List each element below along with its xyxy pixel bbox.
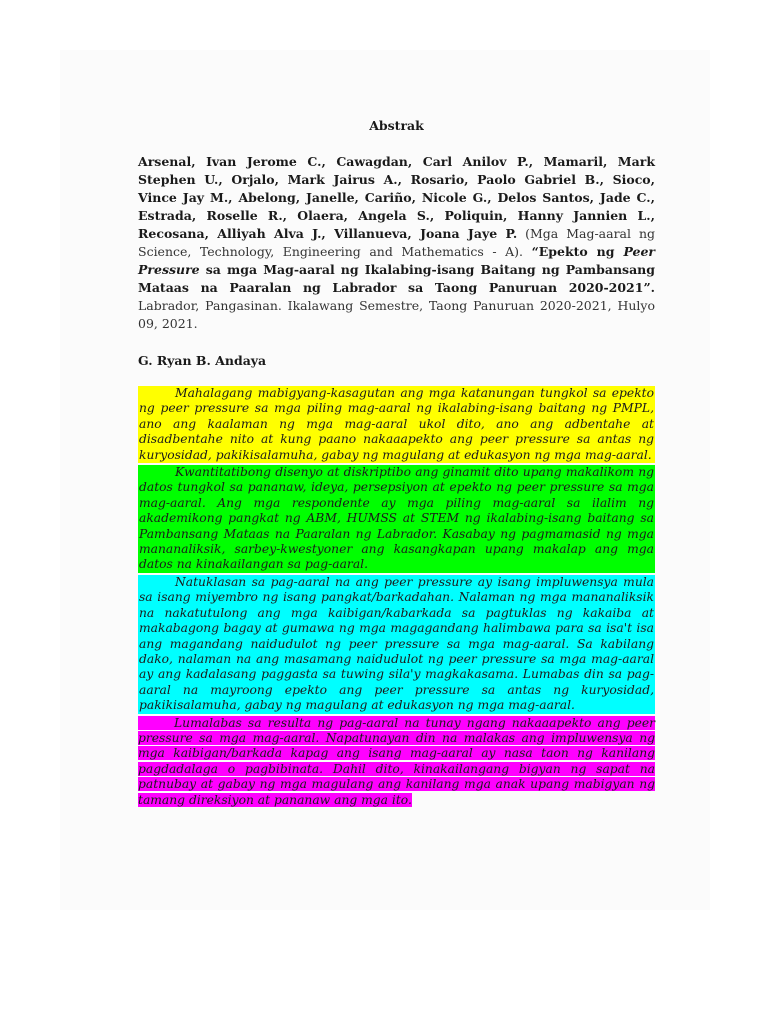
paragraph-green: Kwantitatibong disenyo at diskriptibo ang ginamit dito upang makalikom ng datos tungkol sa pananaw, ideya, persepsiyon at epekto ng peer pressure sa mga mag-aaral. Ang mga respondente ay mga piling mag-aaral sa ilalim ng akademikong pangkat ng ABM, HUMSS at STEM ng ikalabing-isang baitang sa Pambansang Mataas na Paaralan ng Labrador. Kasabay ng pagmamasid ng mga mananaliksik, sarbey-kwestyoner ang kasangkapan upang makalap ang mga datos na kinakailangan sa pag-aaral. [139, 465, 654, 572]
paragraph-yellow: Mahalagang mabigyang-kasagutan ang mga katanungan tungkol sa epekto ng peer pressure sa mga piling mag-aaral ng ikalabing-isang baitang ng PMPL, ano ang kaalaman ng mga mag-aaral ukol dito, ano ang adbentahe at disadbentahe nito at kung paano nakaaapekto ang peer pressure sa antas ng kuryosidad, pakikisalamuha, gabay ng magulang at edukasyon ng mga mag-aaral. [139, 386, 654, 462]
abstract-heading: Abstrak [369, 118, 424, 133]
adviser-name: G. Ryan B. Andaya [138, 353, 267, 368]
study-title: “Epekto ng Peer Pressure sa mga Mag-aaral ng Ikalabing-isang Baitang ng Pambansang Mataas na Paaralan ng Labrador sa Taong Panuruan 2020-2021”. [138, 244, 655, 295]
publication-info: Labrador, Pangasinan. Ikalawang Semestre, Taong Panuruan 2020-2021, Hulyo 09, 2021. [138, 298, 655, 331]
abstract-content [138, 118, 655, 810]
paragraph-cyan: Natuklasan sa pag-aaral na ang peer pressure ay isang impluwensya mula sa isang miyembro ng isang pangkat/barkadahan. Nalaman ng mga mananaliksik na nakatutulong ang mga kaibigan/kabarkada sa pagtuklas ng kakaiba at makabagong bagay at gumawa ng mga magagandang halimbawa para sa isa't isa ang magandang naidudulot ng peer pressure sa mga mag-aaral. Sa kabilang dako, nalaman na ang masamang naidudulot ng peer pressure sa mga mag-aaral ay ang kadalasang paggasta sa tuwing sila'y magkakasama. Lumabas din sa pag-aaral na mayroong epekto ang peer pressure sa antas ng kuryosidad, pakikisalamuha, gabay ng magulang at edukasyon ng mga mag-aaral. [139, 574, 654, 713]
paragraph-magenta: Lumalabas sa resulta ng pag-aaral na tunay ngang nakaaapekto ang peer pressure sa mga mag-aaral. Napatunayan din na malakas ang impluwensya ng mga kaibigan/barkada kapag ang isang mag-aaral ay nasa taon ng kanilang pagdadalaga o pagbibinata. Dahil dito, kinakailangang bigyan ng sapat na patnubay at gabay ng mga magulang ang kanilang mga anak upang mabigyan ng tamang direksiyon at pananaw ang mga ito. [138, 715, 655, 807]
strand: (Mga Mag-aaral ng Science, Technology, Engineering and Mathematics - A). [138, 226, 655, 259]
authors: Arsenal, Ivan Jerome C., Cawagdan, Carl Anilov P., Mamaril, Mark Stephen U., Orjalo, Mark Jairus A., Rosario, Paolo Gabriel B., Sioco, Vince Jay M., Abelong, Janelle, Cariño, Nicole G., Delos Santos, Jade C., Estrada, Roselle R., Olaera, Angela S., Poliquin, Hanny Jannien L., Recosana, Alliyah Alva J., Villanueva, Joana Jaye P. [138, 154, 655, 241]
citation [138, 153, 655, 333]
